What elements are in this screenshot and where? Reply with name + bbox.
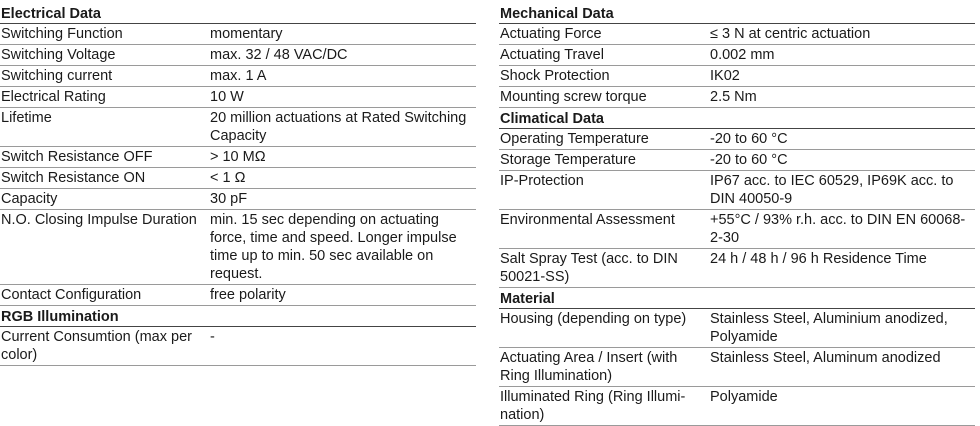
mechanical-table — [499, 24, 975, 108]
spec-label: Actuating Travel — [500, 47, 604, 63]
spec-value: IP67 acc. to IEC 60529, IP69K acc. to DIN 40050-9 — [710, 173, 954, 207]
spec-value: 20 million actuations at Rated Switching Capacity — [210, 110, 467, 144]
climatical-table — [499, 129, 975, 288]
electrical-data-title: Electrical Data — [0, 3, 476, 24]
spec-label: Current Consumtion (max per color) — [1, 329, 192, 363]
spec-value: < 1 Ω — [210, 170, 246, 186]
spec-label: Switching current — [1, 68, 113, 84]
electrical-table — [0, 24, 476, 306]
spec-value: ≤ 3 N at centric actuation — [710, 26, 871, 42]
climatical-row — [499, 150, 975, 171]
mechanical-row — [499, 87, 975, 108]
spec-value: -20 to 60 °C — [710, 152, 788, 168]
spec-value: +55°C / 93% r.h. acc. to DIN EN 60068-2-30 — [710, 212, 966, 246]
spec-label: Lifetime — [1, 110, 52, 126]
spec-value: 0.002 mm — [710, 47, 775, 63]
spec-label: Actuating Force — [500, 26, 602, 42]
spec-label: N.O. Closing Impulse Duration — [1, 212, 197, 228]
spec-value: -20 to 60 °C — [710, 131, 788, 147]
climatical-row — [499, 129, 975, 150]
material-row — [499, 387, 975, 426]
spec-label: Switch Resistance ON — [1, 170, 146, 186]
mechanical-row — [499, 66, 975, 87]
right-column — [499, 3, 975, 426]
material-row — [499, 309, 975, 348]
spec-value: min. 15 sec depending on actuating force, time and speed. Longer impulse time up to min. 50 sec available on request. — [210, 212, 457, 282]
electrical-row — [0, 45, 476, 66]
material-table — [499, 309, 975, 426]
electrical-row — [0, 285, 476, 306]
mechanical-row — [499, 45, 975, 66]
climatical-row — [499, 249, 975, 288]
climatical-data-title: Climatical Data — [499, 108, 975, 129]
spec-value: 10 W — [210, 89, 244, 105]
spec-label: Salt Spray Test (acc. to DIN 50021-SS) — [500, 251, 678, 285]
spec-value: Stainless Steel, Aluminum anodized — [710, 350, 941, 366]
material-row — [499, 348, 975, 387]
spec-label: Switching Function — [1, 26, 123, 42]
spec-value: 30 pF — [210, 191, 248, 207]
climatical-row — [499, 171, 975, 210]
rgb-illumination-title: RGB Illumination — [0, 306, 476, 327]
spec-label: Mounting screw torque — [500, 89, 647, 105]
spec-label: Electrical Rating — [1, 89, 106, 105]
rgb-table — [0, 327, 476, 366]
climatical-row — [499, 210, 975, 249]
spec-value: > 10 MΩ — [210, 149, 266, 165]
spec-label: Capacity — [1, 191, 58, 207]
spec-label: Contact Configuration — [1, 287, 142, 303]
spec-label: IP-Protection — [500, 173, 584, 189]
mechanical-data-title: Mechanical Data — [499, 3, 975, 24]
electrical-row — [0, 189, 476, 210]
electrical-row — [0, 66, 476, 87]
rgb-row — [0, 327, 476, 366]
electrical-row — [0, 24, 476, 45]
spec-value: 2.5 Nm — [710, 89, 757, 105]
spec-value: Polyamide — [710, 389, 778, 405]
spec-value: max. 1 A — [210, 68, 267, 84]
spec-value: max. 32 / 48 VAC/DC — [210, 47, 348, 63]
electrical-row — [0, 168, 476, 189]
spec-label: Housing (depending on type) — [500, 311, 687, 327]
spec-label: Switching Voltage — [1, 47, 116, 63]
spec-value: 24 h / 48 h / 96 h Residence Time — [710, 251, 927, 267]
spec-value: Stainless Steel, Aluminium anodized, Polyamide — [710, 311, 948, 345]
spec-label: Environmental Assessment — [500, 212, 675, 228]
spec-label: Operating Temperature — [500, 131, 649, 147]
spec-value: IK02 — [710, 68, 740, 84]
spec-label: Switch Resistance OFF — [1, 149, 153, 165]
spec-label: Storage Temperature — [500, 152, 636, 168]
electrical-row — [0, 210, 476, 285]
spec-label: Actuating Area / Insert (with Ring Illumination) — [500, 350, 678, 384]
spec-value: free polarity — [210, 287, 286, 303]
mechanical-row — [499, 24, 975, 45]
spec-label: Shock Protection — [500, 68, 610, 84]
electrical-row — [0, 87, 476, 108]
spec-value: - — [210, 329, 215, 345]
left-column — [0, 3, 476, 366]
electrical-row — [0, 108, 476, 147]
material-title: Material — [499, 288, 975, 309]
electrical-row — [0, 147, 476, 168]
spec-value: momentary — [210, 26, 283, 42]
spec-label: Illuminated Ring (Ring Illumi-nation) — [500, 389, 686, 423]
